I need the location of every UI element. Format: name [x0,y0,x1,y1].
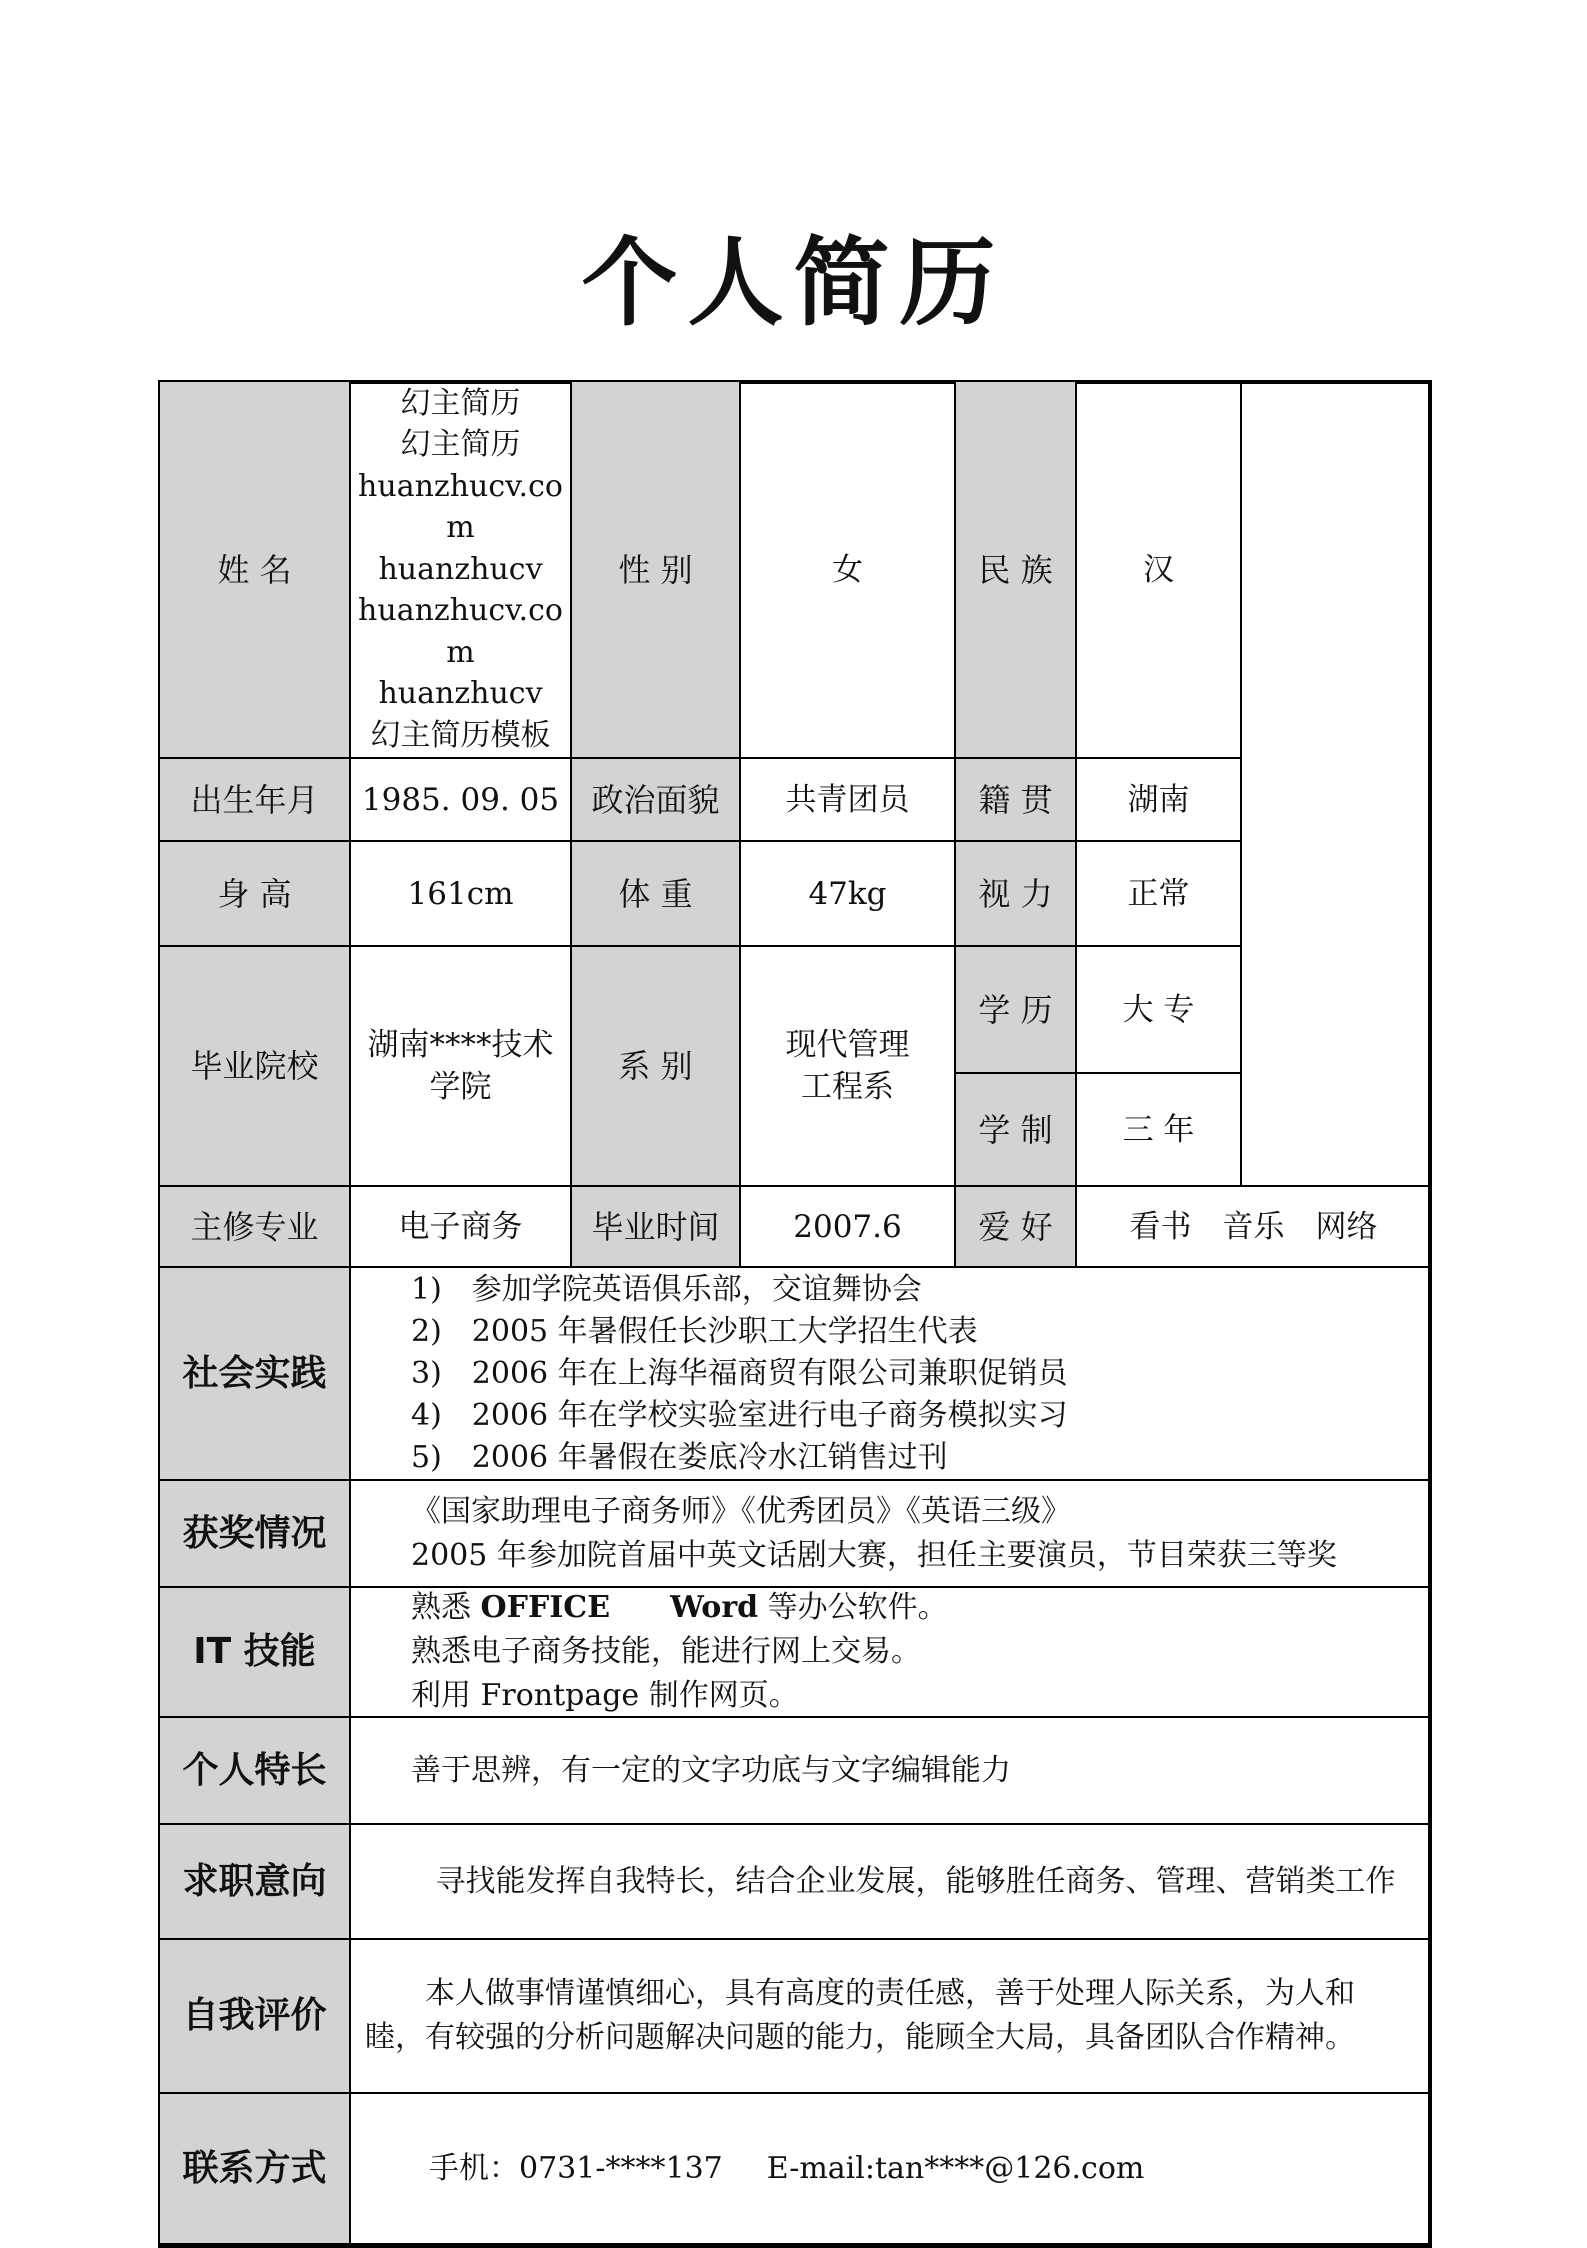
contact-value [349,2092,1432,2245]
it-office: OFFICE [480,1590,611,1625]
department-label: 系 别 [570,945,741,1187]
degree-value: 大 专 [1075,945,1242,1074]
department-line-2: 工程系 [801,1069,894,1105]
ethnicity-value: 汉 [1075,380,1242,759]
name-line: 幻主简历模板 [370,717,551,753]
list-item: 5) 2006 年暑假在娄底冷水江销售过刊 [411,1439,948,1475]
degree-label: 学 历 [954,945,1077,1074]
it-text: 熟悉 [411,1590,481,1625]
name-line: 幻主简历 [400,385,521,421]
hobby-value: 看书 音乐 网络 [1075,1185,1432,1268]
duration-label: 学 制 [954,1072,1077,1187]
gender-label: 性 别 [570,380,741,759]
it-skill-line-1 [411,1586,948,1630]
contact-email: E-mail:tan****@126.com [766,2150,1145,2186]
name-line: 幻主简历 [400,427,521,463]
name-line: m [446,634,475,670]
grad-time-label: 毕业时间 [570,1185,741,1268]
major-label: 主修专业 [158,1185,351,1268]
resume-title: 个人简历 [581,227,1006,339]
it-skill-line-3: 利用 Frontpage 制作网页。 [411,1678,799,1713]
department-line-1: 现代管理 [785,1027,910,1063]
ethnicity-label: 民 族 [954,380,1077,759]
self-eval-text: 本人做事情谨慎细心，具有高度的责任感，善于处理人际关系，为人和睦，有较强的分析问题解决问题的能力，能顾全大局，具备团队合作精神。 [365,1976,1355,2055]
vision-label: 视 力 [954,840,1077,947]
birth-value: 1985. 09. 05 [349,757,572,842]
name-line: m [446,510,475,546]
school-value [349,945,572,1187]
name-line: huanzhucv.co [358,593,563,629]
school-label: 毕业院校 [158,945,351,1187]
name-line: huanzhucv [378,676,543,712]
self-eval-value [349,1938,1432,2094]
name-label: 姓 名 [158,380,351,759]
strength-label: 个人特长 [158,1716,351,1825]
duration-value: 三 年 [1075,1072,1242,1187]
contact-label: 联系方式 [158,2092,351,2245]
self-eval-label: 自我评价 [158,1938,351,2094]
intent-text: 寻找能发挥自我特长，结合企业发展，能够胜任商务、管理、营销类工作 [435,1863,1396,1899]
contact-phone: 手机：0731-****137 [429,2150,723,2186]
list-item: 4) 2006 年在学校实验室进行电子商务模拟实习 [411,1397,1068,1433]
native-value: 湖南 [1075,757,1242,842]
name-line: huanzhucv.co [358,468,563,504]
it-word: Word [670,1590,759,1625]
intent-label: 求职意向 [158,1823,351,1940]
major-value: 电子商务 [349,1185,572,1268]
list-item: 2005 年参加院首届中英文话剧大赛，担任主要演员，节目荣获三等奖 [411,1537,1337,1573]
school-line-2: 学院 [429,1069,492,1105]
strength-text: 善于思辨，有一定的文字功底与文字编辑能力 [411,1752,1011,1788]
list-item: 3) 2006 年在上海华福商贸有限公司兼职促销员 [411,1355,1068,1391]
name-value [349,380,572,759]
strength-value [349,1716,1432,1825]
birth-label: 出生年月 [158,757,351,842]
grad-time-value: 2007.6 [739,1185,956,1268]
name-line: huanzhucv [378,551,543,587]
weight-label: 体 重 [570,840,741,947]
politics-label: 政治面貌 [570,757,741,842]
awards-list [349,1479,1432,1588]
list-item: 2) 2005 年暑假任长沙职工大学招生代表 [411,1313,978,1349]
native-label: 籍 贯 [954,757,1077,842]
politics-value: 共青团员 [739,757,956,842]
intent-value [349,1823,1432,1940]
vision-value: 正常 [1075,840,1242,947]
it-skills-list [349,1586,1432,1718]
it-skills-label: IT 技能 [158,1586,351,1718]
gender-value: 女 [739,380,956,759]
height-value: 161cm [349,840,572,947]
list-item: 1) 参加学院英语俱乐部，交谊舞协会 [411,1271,922,1307]
hobby-label: 爱 好 [954,1185,1077,1268]
school-line-1: 湖南****技术 [367,1027,554,1063]
weight-value: 47kg [739,840,956,947]
it-skill-line-2: 熟悉电子商务技能，能进行网上交易。 [411,1634,921,1669]
list-item: 《国家助理电子商务师》《优秀团员》《英语三级》 [411,1493,1071,1529]
height-label: 身 高 [158,840,351,947]
department-value [739,945,956,1187]
practice-label: 社会实践 [158,1266,351,1481]
practice-list [349,1266,1432,1481]
it-text: 等办公软件。 [758,1590,948,1625]
awards-label: 获奖情况 [158,1479,351,1588]
